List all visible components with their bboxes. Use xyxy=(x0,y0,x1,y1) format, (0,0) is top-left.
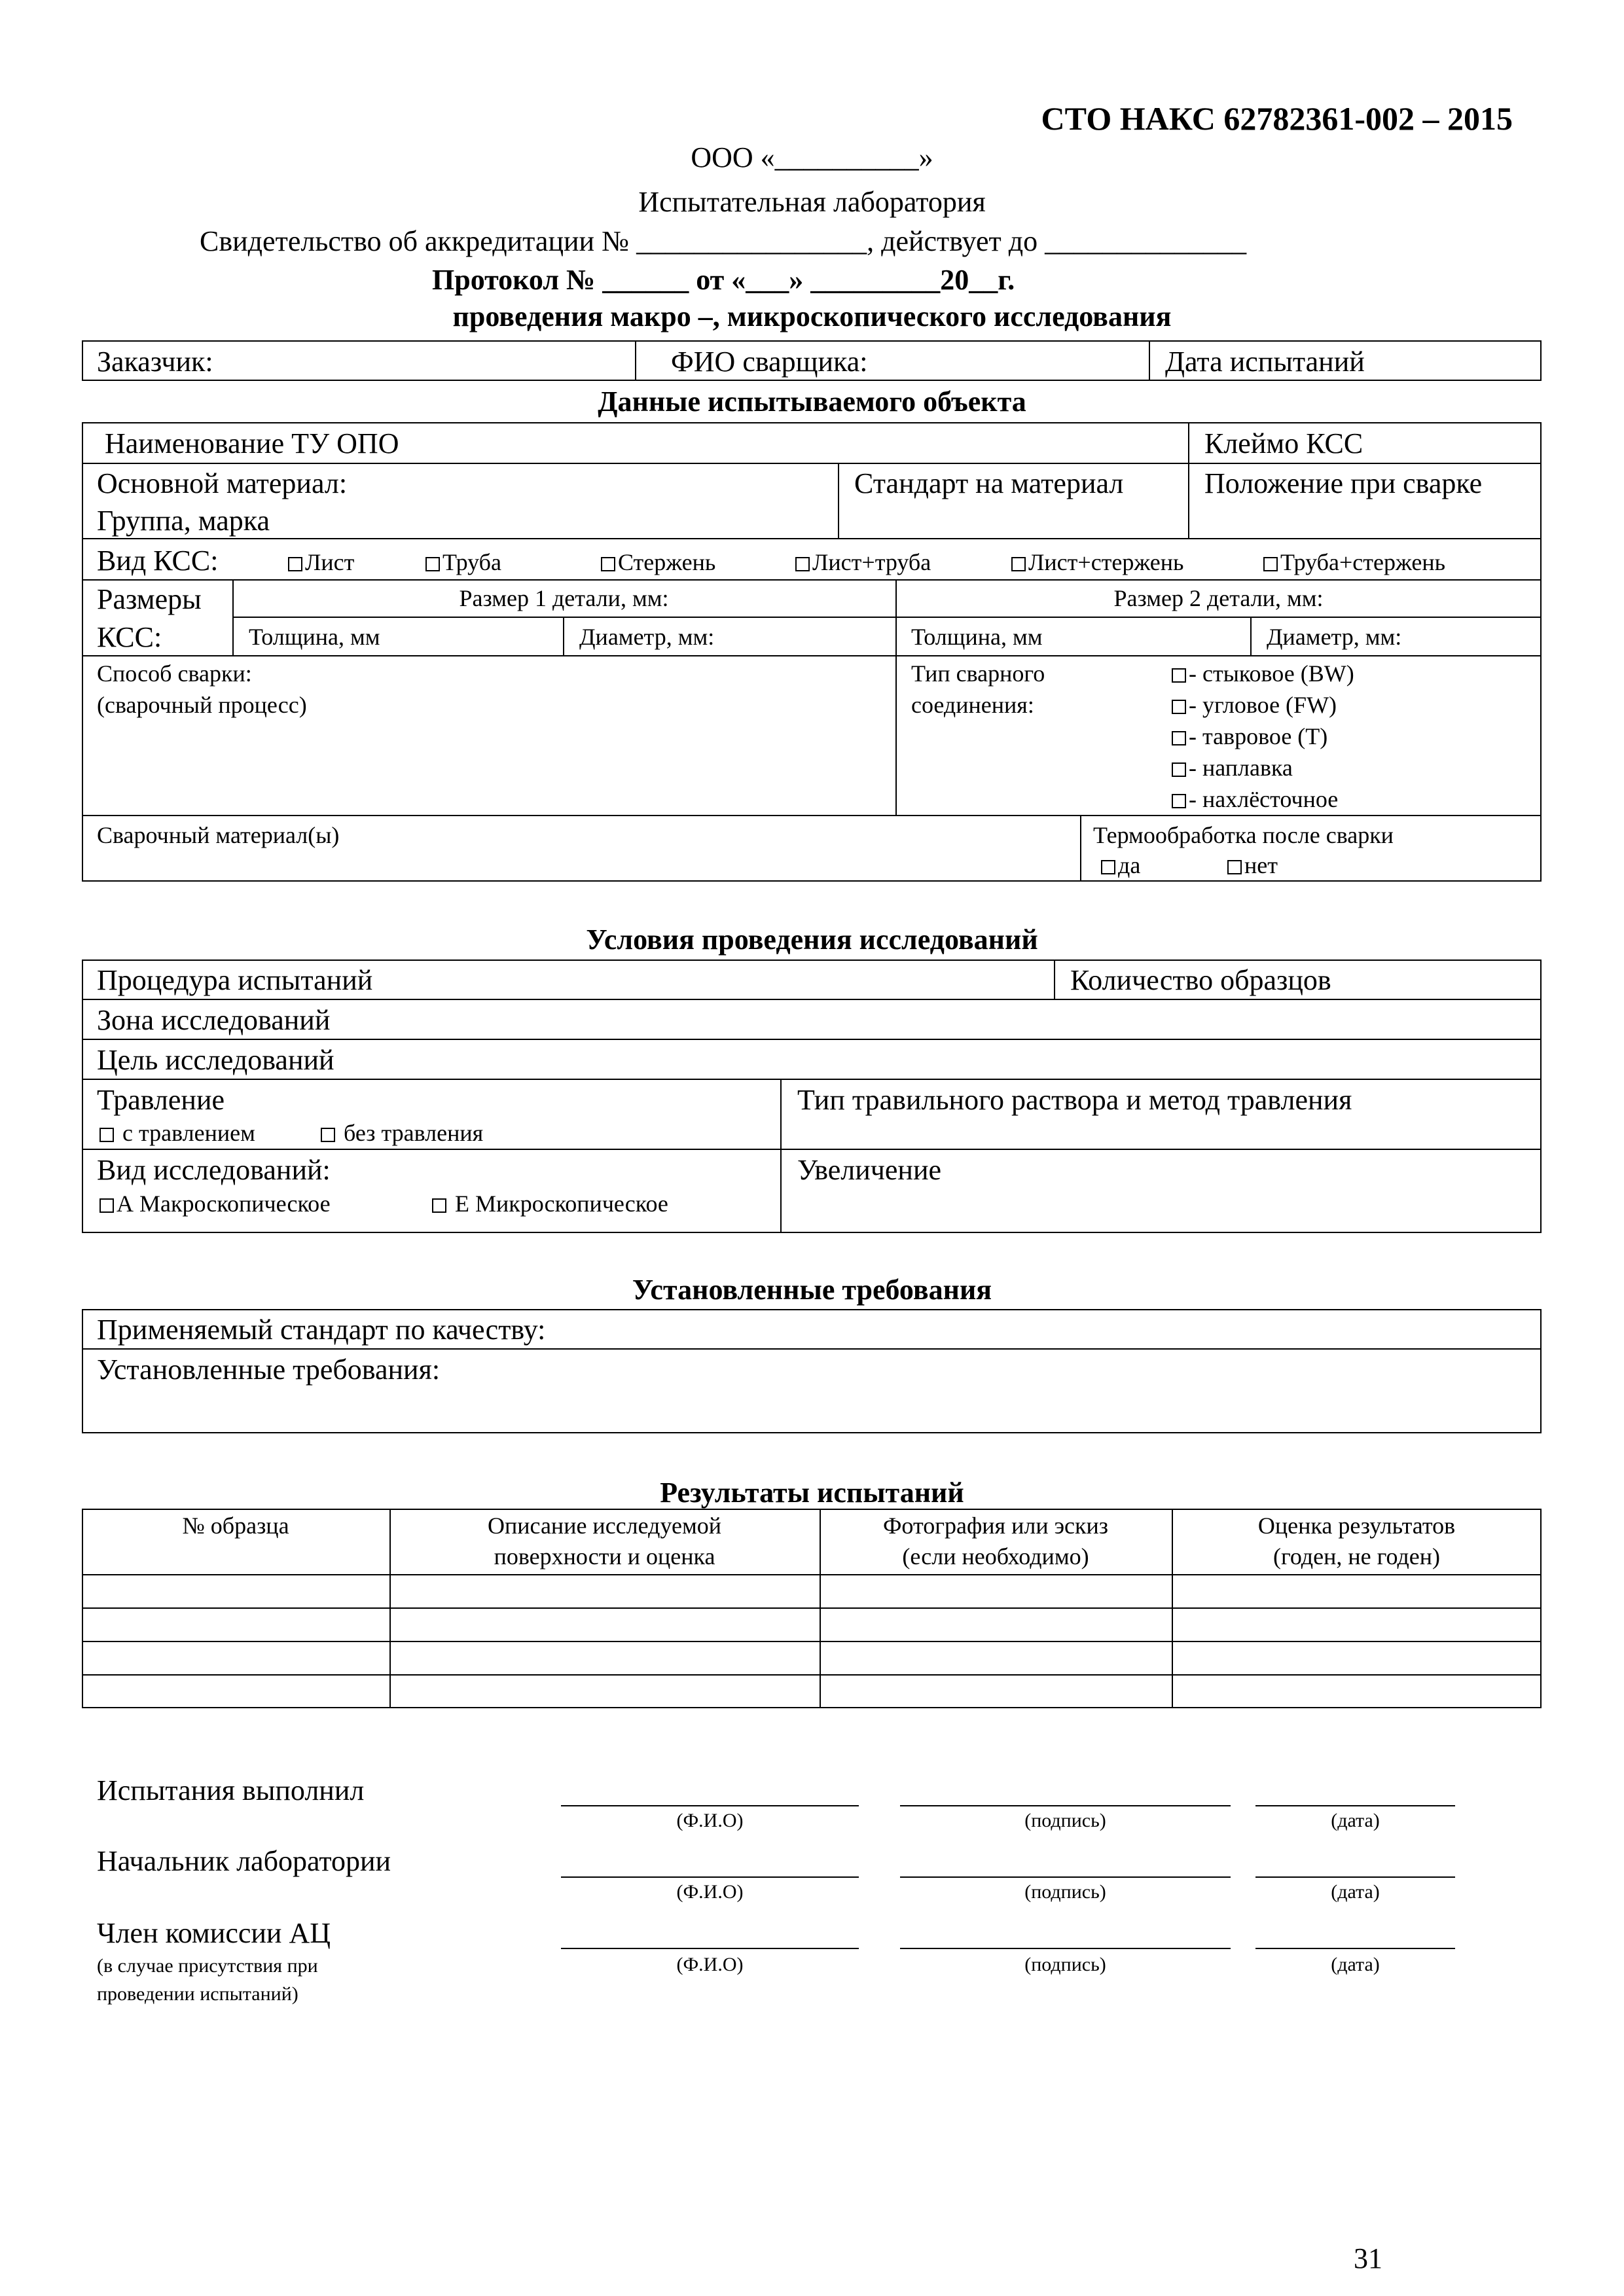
signature-caption: (подпись) xyxy=(1024,1810,1106,1831)
divider xyxy=(82,1607,1542,1609)
customer-label: Заказчик: xyxy=(97,346,213,378)
checkbox-icon[interactable] xyxy=(432,1198,446,1213)
option-label: Стержень xyxy=(618,549,716,575)
divider xyxy=(1149,340,1150,381)
divider xyxy=(895,579,897,815)
accreditation-line: Свидетельство об аккредитации № ________________, действует до ______________ xyxy=(200,225,1247,257)
divider xyxy=(82,1149,1542,1150)
object-name-label: Наименование ТУ ОПО xyxy=(105,427,399,459)
results-section-title: Результаты испытаний xyxy=(660,1477,964,1509)
column-header-assessment-2: (годен, не годен) xyxy=(1272,1543,1440,1570)
date-caption: (дата) xyxy=(1331,1881,1380,1903)
heat-treatment-label: Термообработка после сварки xyxy=(1093,822,1394,848)
checkbox-icon[interactable] xyxy=(1172,731,1186,745)
column-header-description-2: поверхности и оценка xyxy=(494,1543,715,1570)
checkbox-icon[interactable] xyxy=(795,557,810,571)
fio-caption: (Ф.И.О) xyxy=(676,1881,744,1903)
signature-line[interactable] xyxy=(900,1805,1231,1806)
divider xyxy=(82,999,1542,1000)
column-header-photo-2: (если необходимо) xyxy=(902,1543,1089,1570)
divider xyxy=(82,1674,1542,1676)
sizes-label-2: КСС: xyxy=(97,621,162,653)
welder-label: ФИО сварщика: xyxy=(671,346,868,378)
divider xyxy=(82,1348,1542,1350)
signature-caption: (подпись) xyxy=(1024,1881,1106,1903)
without-etching-option[interactable] xyxy=(321,1119,483,1147)
divider xyxy=(635,340,636,381)
joint-lap[interactable] xyxy=(1172,785,1338,813)
option-label: Труба xyxy=(442,549,501,575)
welding-materials-label: Сварочный материал(ы) xyxy=(97,822,340,848)
macro-option[interactable] xyxy=(99,1190,331,1217)
date-caption: (дата) xyxy=(1331,1954,1380,1975)
fio-line[interactable] xyxy=(561,1805,859,1806)
column-header-description: Описание исследуемой xyxy=(488,1513,721,1539)
etching-label: Травление xyxy=(97,1084,225,1116)
divider xyxy=(780,1079,782,1233)
option-label: Лист+труба xyxy=(812,549,931,575)
date-line[interactable] xyxy=(1255,1948,1455,1949)
divider xyxy=(82,1641,1542,1642)
size2-label: Размер 2 детали, мм: xyxy=(1113,585,1324,611)
fio-caption: (Ф.И.О) xyxy=(676,1810,744,1831)
column-header-photo: Фотография или эскиз xyxy=(882,1513,1109,1539)
option-label: - наплавка xyxy=(1189,755,1293,781)
divider xyxy=(1250,617,1252,655)
option-label: - угловое (FW) xyxy=(1189,692,1337,718)
fio-line[interactable] xyxy=(561,1876,859,1878)
fio-caption: (Ф.И.О) xyxy=(676,1954,744,1975)
thickness2-label: Толщина, мм xyxy=(911,624,1043,650)
lab-head-label: Начальник лаборатории xyxy=(97,1845,391,1877)
divider xyxy=(82,815,1542,816)
magnification-label: Увеличение xyxy=(797,1154,942,1186)
standard-number: СТО НАКС 62782361-002 – 2015 xyxy=(1041,100,1513,137)
purpose-label: Цель исследований xyxy=(97,1044,334,1076)
joint-overlay[interactable] xyxy=(1172,754,1293,781)
checkbox-icon[interactable] xyxy=(1227,860,1242,874)
requirements-section-title: Установленные требования xyxy=(632,1274,992,1306)
protocol-subtitle: проведения макро –, микроскопического исследования xyxy=(452,300,1172,332)
date-caption: (дата) xyxy=(1331,1810,1380,1831)
welding-method-label: Способ сварки: xyxy=(97,660,252,687)
base-material-label: Основной материал: xyxy=(97,467,348,499)
with-etching-option[interactable] xyxy=(99,1119,255,1147)
kss-type-sheet-pipe[interactable] xyxy=(795,548,931,576)
checkbox-icon[interactable] xyxy=(1263,557,1278,571)
signature-line[interactable] xyxy=(900,1948,1231,1949)
option-label: Лист+стержень xyxy=(1028,549,1184,575)
option-label: да xyxy=(1118,852,1141,878)
checkbox-icon[interactable] xyxy=(1172,700,1186,714)
checkbox-icon[interactable] xyxy=(601,557,615,571)
fio-line[interactable] xyxy=(561,1948,859,1949)
joint-type-label-2: соединения: xyxy=(911,692,1034,718)
stamp-label: Клеймо КСС xyxy=(1204,427,1363,459)
kss-type-pipe[interactable] xyxy=(425,548,501,576)
commission-note-2: проведении испытаний) xyxy=(97,1983,298,2005)
zone-label: Зона исследований xyxy=(97,1004,331,1036)
diameter2-label: Диаметр, мм: xyxy=(1267,624,1402,650)
checkbox-icon[interactable] xyxy=(425,557,440,571)
joint-tee[interactable] xyxy=(1172,723,1327,750)
protocol-line: Протокол № ______ от «___» _________20__г. xyxy=(432,264,1015,296)
welding-process-label: (сварочный процесс) xyxy=(97,692,307,718)
micro-option[interactable] xyxy=(432,1190,668,1217)
option-label: - тавровое (T) xyxy=(1189,723,1328,749)
sample-count-label: Количество образцов xyxy=(1070,964,1331,996)
option-label: Е Микроскопическое xyxy=(455,1191,668,1217)
object-section-title: Данные испытываемого объекта xyxy=(598,386,1026,418)
heat-treatment-yes[interactable] xyxy=(1101,852,1140,879)
joint-type-label: Тип сварного xyxy=(911,660,1045,687)
divider xyxy=(82,1039,1542,1040)
group-grade-label: Группа, марка xyxy=(97,505,270,537)
checkbox-icon[interactable] xyxy=(321,1128,335,1142)
date-line[interactable] xyxy=(1255,1876,1455,1878)
checkbox-icon[interactable] xyxy=(99,1198,114,1213)
checkbox-icon[interactable] xyxy=(1172,762,1186,777)
conditions-section-title: Условия проведения исследований xyxy=(586,924,1038,956)
kss-type-rod[interactable] xyxy=(601,548,715,576)
option-label: - нахлёсточное xyxy=(1189,786,1339,812)
etch-solution-label: Тип травильного раствора и метод травления xyxy=(797,1084,1352,1116)
option-label: Труба+стержень xyxy=(1280,549,1446,575)
welding-position-label: Положение при сварке xyxy=(1204,467,1483,499)
divider xyxy=(82,1574,1542,1575)
divider xyxy=(82,579,1542,581)
procedure-label: Процедура испытаний xyxy=(97,964,373,996)
joint-fillet[interactable] xyxy=(1172,691,1337,719)
established-requirements-label: Установленные требования: xyxy=(97,1354,441,1386)
divider xyxy=(1080,815,1081,882)
divider xyxy=(1188,422,1189,538)
kss-type-sheet[interactable] xyxy=(288,548,354,576)
option-label: с травлением xyxy=(122,1120,255,1146)
option-label: Лист xyxy=(305,549,355,575)
performed-by-label: Испытания выполнил xyxy=(97,1774,365,1806)
checkbox-icon[interactable] xyxy=(288,557,302,571)
material-standard-label: Стандарт на материал xyxy=(854,467,1124,499)
divider xyxy=(82,538,1542,539)
organization-name: ООО «__________» xyxy=(691,141,933,173)
kss-type-pipe-rod[interactable] xyxy=(1263,548,1445,576)
divider xyxy=(232,617,1542,618)
date-line[interactable] xyxy=(1255,1805,1455,1806)
divider xyxy=(82,655,1542,656)
divider xyxy=(82,1079,1542,1080)
column-header-assessment: Оценка результатов xyxy=(1257,1513,1456,1539)
divider xyxy=(563,617,564,655)
option-label: - стыковое (BW) xyxy=(1189,660,1354,687)
signature-line[interactable] xyxy=(900,1876,1231,1878)
commission-note: (в случае присутствия при xyxy=(97,1955,318,1977)
test-date-label: Дата испытаний xyxy=(1165,346,1365,378)
kss-type-sheet-rod[interactable] xyxy=(1011,548,1183,576)
size1-label: Размер 1 детали, мм: xyxy=(459,585,669,611)
lab-title: Испытательная лаборатория xyxy=(638,186,986,218)
option-label: без травления xyxy=(344,1120,484,1146)
commission-member-label: Член комиссии АЦ xyxy=(97,1917,331,1949)
quality-standard-label: Применяемый стандарт по качеству: xyxy=(97,1314,546,1346)
signature-caption: (подпись) xyxy=(1024,1954,1106,1975)
checkbox-icon[interactable] xyxy=(99,1128,114,1142)
joint-butt[interactable] xyxy=(1172,660,1354,687)
thickness1-label: Толщина, мм xyxy=(249,624,380,650)
option-label: нет xyxy=(1244,852,1278,878)
kss-type-label: Вид КСС: xyxy=(97,545,219,577)
divider xyxy=(82,463,1542,464)
checkbox-icon[interactable] xyxy=(1172,794,1186,808)
checkbox-icon[interactable] xyxy=(1172,668,1186,683)
checkbox-icon[interactable] xyxy=(1101,860,1115,874)
column-header-sample: № образца xyxy=(182,1513,289,1539)
option-label: А Макроскопическое xyxy=(117,1191,331,1217)
study-type-label: Вид исследований: xyxy=(97,1154,331,1186)
heat-treatment-no[interactable] xyxy=(1227,852,1278,879)
divider xyxy=(1054,960,1055,999)
checkbox-icon[interactable] xyxy=(1011,557,1026,571)
page-number: 31 xyxy=(1354,2242,1382,2274)
divider xyxy=(838,463,839,538)
sizes-label: Размеры xyxy=(97,583,202,615)
diameter1-label: Диаметр, мм: xyxy=(579,624,715,650)
